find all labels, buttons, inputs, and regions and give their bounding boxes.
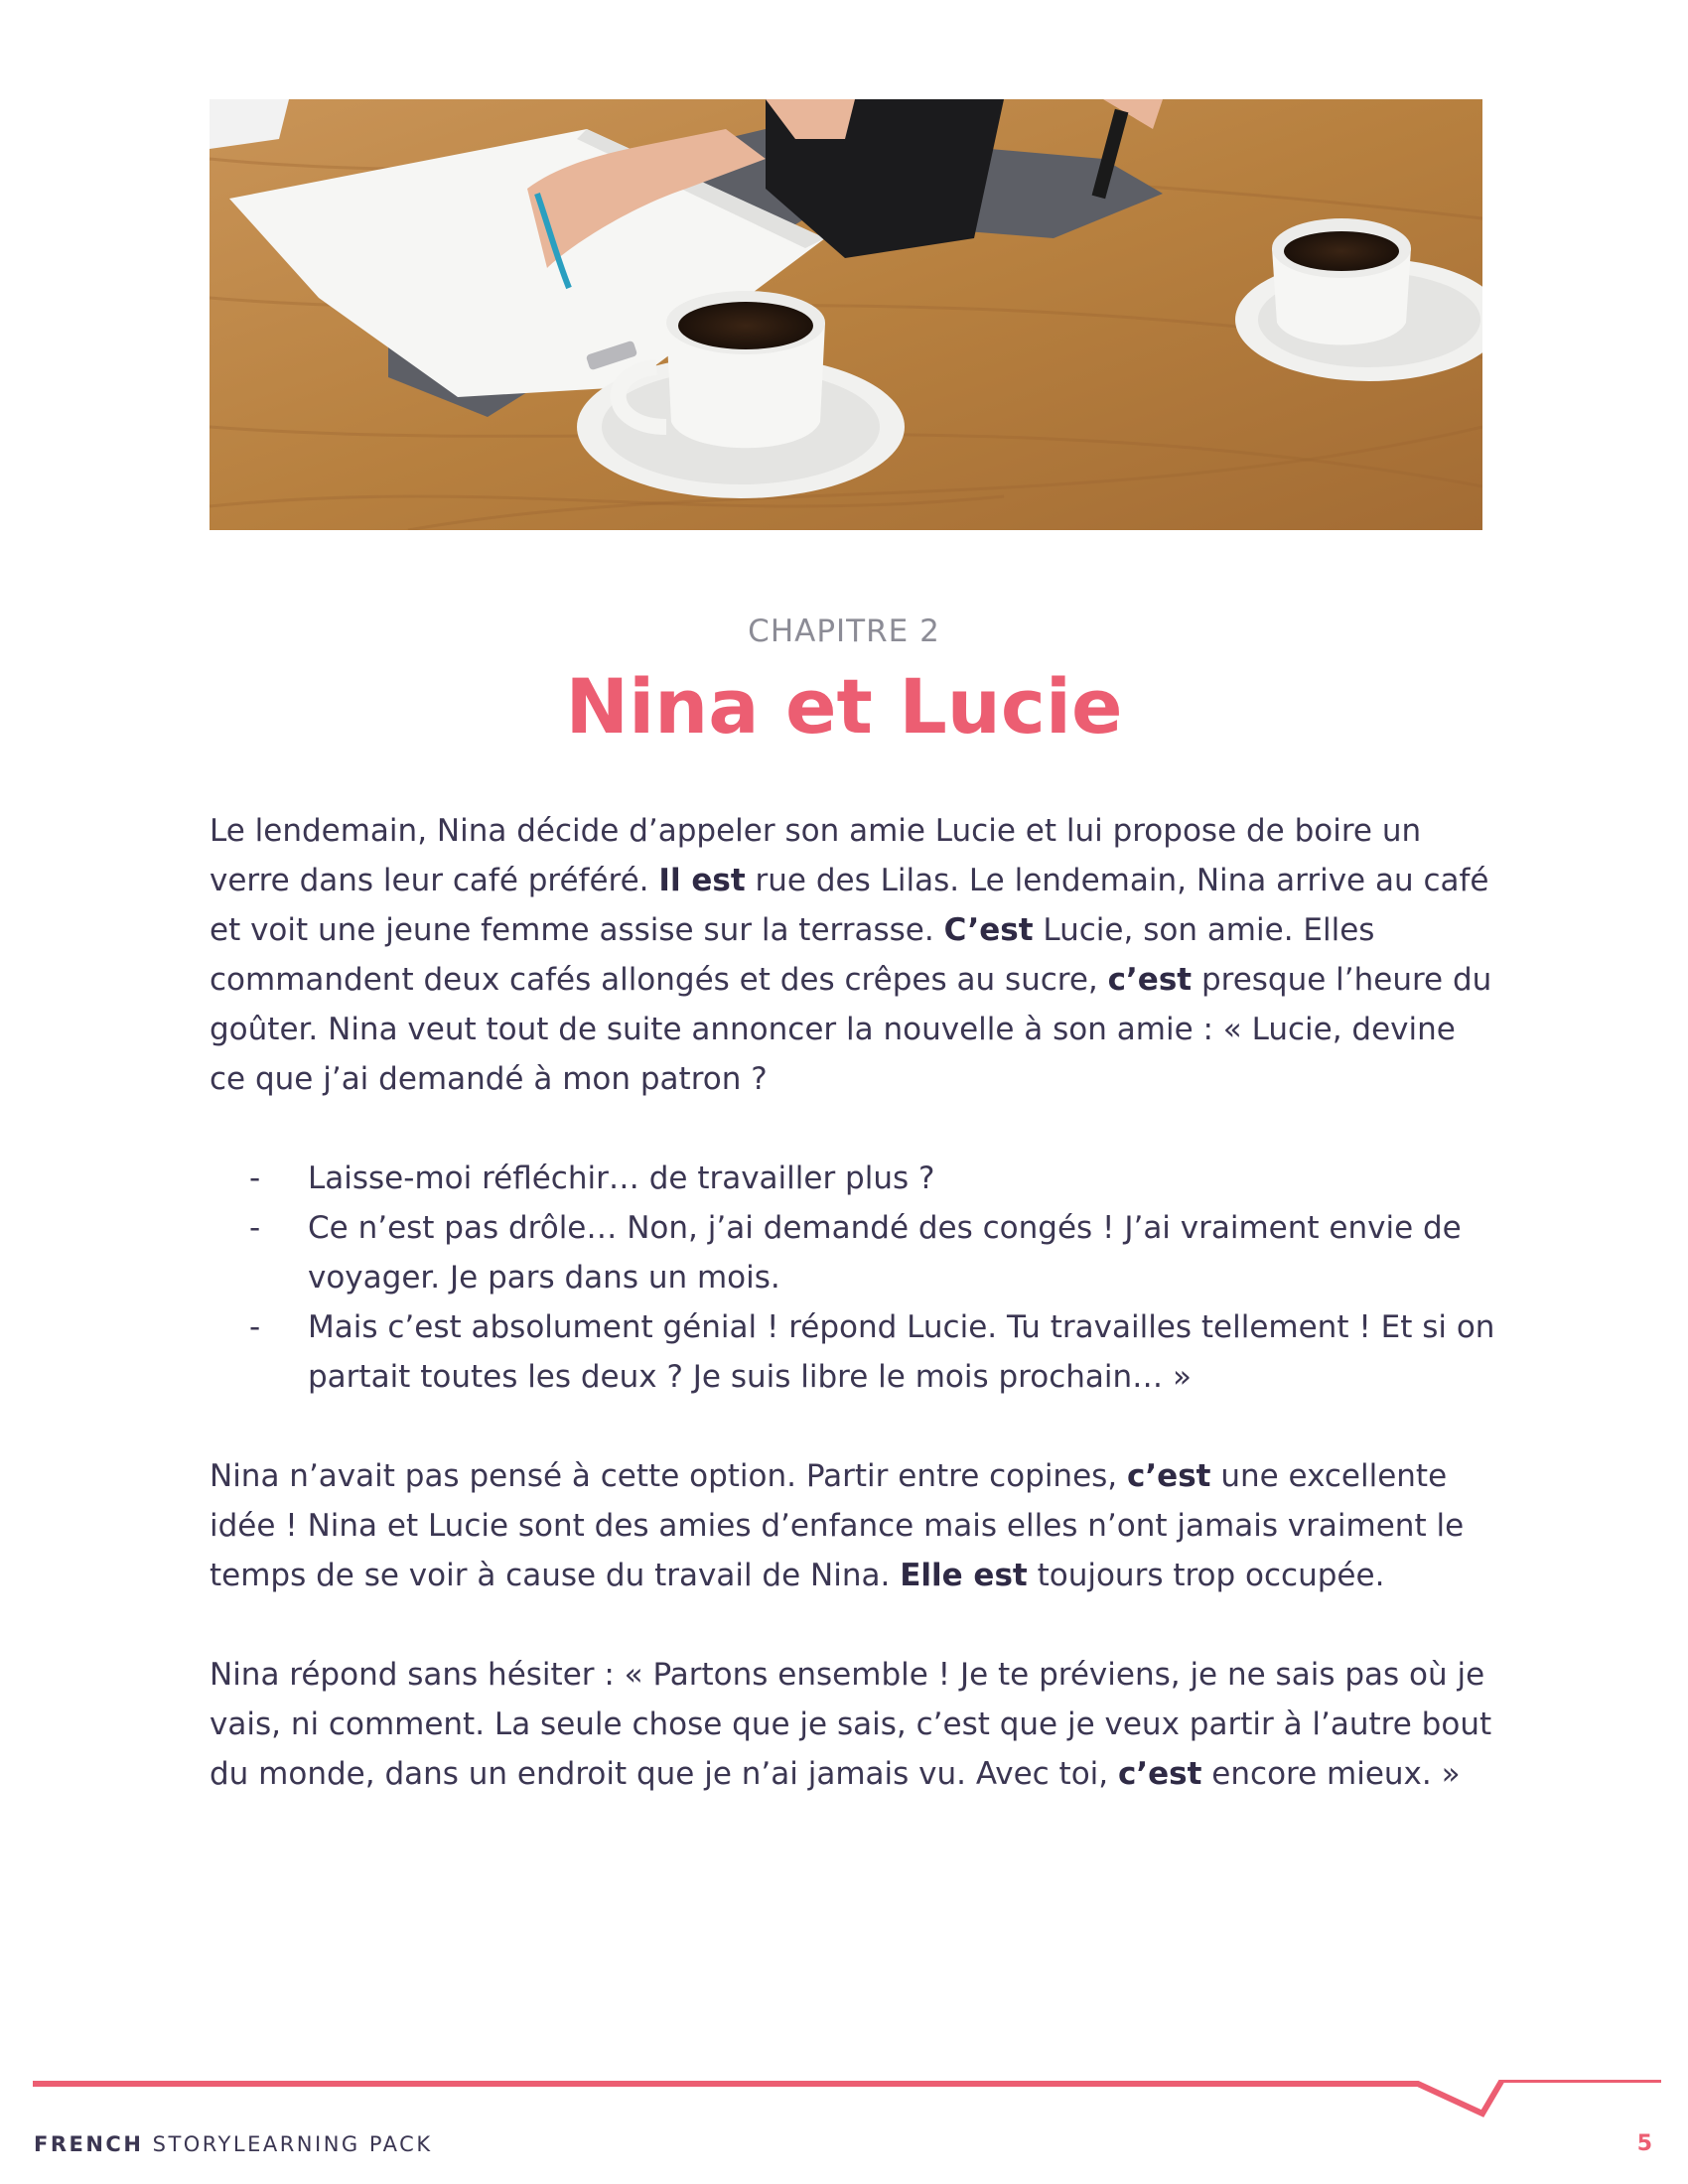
paragraph-text: encore mieux. » — [1201, 1756, 1461, 1792]
story-paragraph — [210, 1451, 1500, 1600]
dialogue-dash: - — [249, 1210, 261, 1246]
emphasis-text: Il est — [658, 863, 746, 898]
emphasis-text: C’est — [943, 912, 1034, 948]
dialogue-list — [210, 1154, 1500, 1402]
emphasis-text: c’est — [1107, 962, 1193, 998]
emphasis-text: c’est — [1127, 1458, 1211, 1494]
paragraph-text: rue des Lilas. Le lendemain, Nina arrive au café et voit une jeune femme assise sur la terrasse. — [210, 863, 1489, 948]
dialogue-text: Mais c’est absolument génial ! répond Lucie. Tu travailles tellement ! Et si on partait toutes les deux ? Je suis libre le mois prochain… » — [308, 1309, 1495, 1395]
hero-image — [210, 99, 1482, 530]
dialogue-line — [210, 1154, 1500, 1203]
chapter-label: CHAPITRE 2 — [748, 614, 940, 649]
story-body — [210, 806, 1500, 1799]
dialogue-dash: - — [249, 1160, 261, 1196]
paragraph-text: Lucie, son amie. Elles commandent deux cafés allongés et des crêpes au sucre, — [210, 912, 1375, 998]
dialogue-text: Laisse-moi réfléchir… de travailler plus ? — [308, 1160, 935, 1196]
footer-brand-bold: FRENCH — [34, 2132, 144, 2156]
dialogue-text: Ce n’est pas drôle… Non, j’ai demandé des congés ! J’ai vraiment envie de voyager. Je pars dans un mois. — [308, 1210, 1462, 1296]
story-paragraph — [210, 806, 1500, 1104]
dialogue-dash: - — [249, 1309, 261, 1345]
coffee-table-photo-icon — [210, 99, 1482, 530]
emphasis-text: c’est — [1118, 1756, 1202, 1792]
story-paragraph — [210, 1650, 1500, 1799]
paragraph-text: Nina répond sans hésiter : « Partons ensemble ! Je te préviens, je ne sais pas où je vais, ni comment. La seule chose que je sais, c’est que je veux partir à l’autre bout du monde, dans un endroit que je n’ai jamais vu. Avec toi, — [210, 1657, 1492, 1792]
emphasis-text: Elle est — [900, 1558, 1028, 1593]
paragraph-text: toujours trop occupée. — [1027, 1558, 1385, 1593]
paragraph-text: une excellente idée ! Nina et Lucie sont des amies d’enfance mais elles n’ont jamais vraiment le temps de se voir à cause du travail de Nina. — [210, 1458, 1465, 1593]
paragraph-text: Le lendemain, Nina décide d’appeler son amie Lucie et lui propose de boire un verre dans leur café préféré. — [210, 813, 1422, 898]
footer-brand-rest: STORYLEARNING PACK — [143, 2132, 433, 2156]
paragraph-text: Nina n’avait pas pensé à cette option. Partir entre copines, — [210, 1458, 1128, 1494]
footer-brand — [34, 2132, 433, 2156]
chapter-title: Nina et Lucie — [565, 662, 1123, 751]
footer-divider — [33, 2080, 1661, 2129]
page-number: 5 — [1636, 2131, 1652, 2156]
dialogue-line — [210, 1203, 1500, 1302]
paragraph-text: presque l’heure du goûter. Nina veut tout de suite annoncer la nouvelle à son amie : « Lucie, devine ce que j’ai demandé à mon patron ? — [210, 962, 1492, 1097]
dialogue-line — [210, 1302, 1500, 1402]
